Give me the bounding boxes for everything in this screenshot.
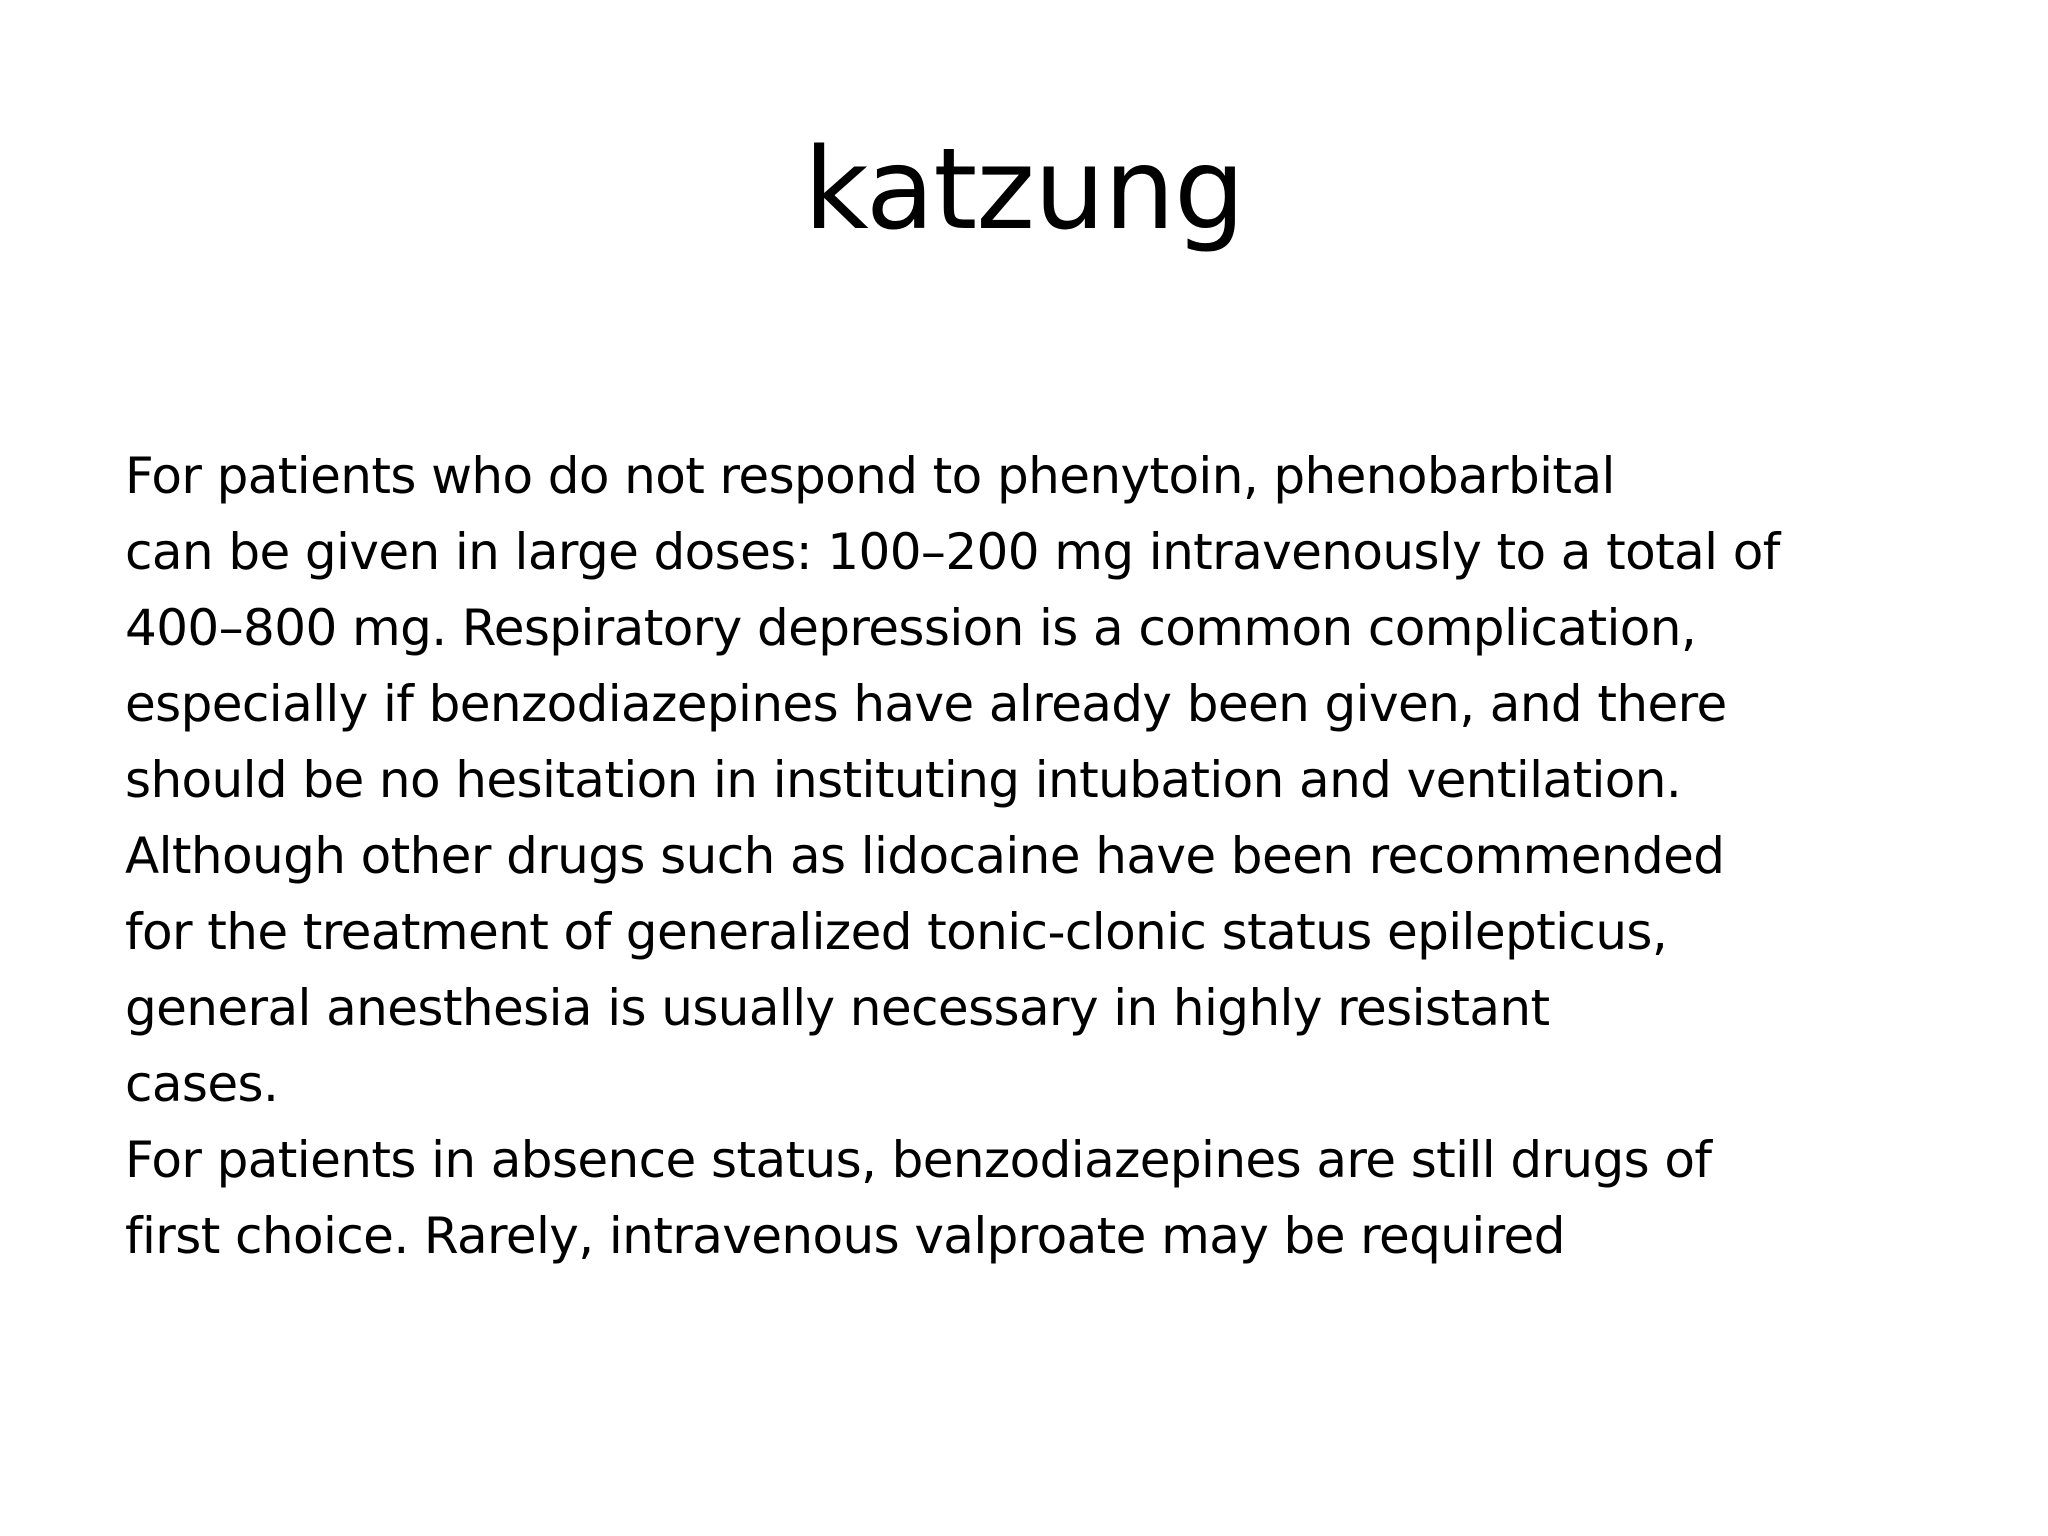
slide-title: katzung bbox=[803, 125, 1245, 255]
body-line-2: can be given in large doses: 100–200 mg intravenously to a total of bbox=[125, 523, 1780, 581]
body-line-9: cases. bbox=[125, 1055, 279, 1113]
slide-body bbox=[125, 438, 2005, 1274]
body-line-10: For patients in absence status, benzodiazepines are still drugs of bbox=[125, 1131, 1712, 1189]
body-line-3: 400–800 mg. Respiratory depression is a common complication, bbox=[125, 599, 1697, 657]
body-line-11: first choice. Rarely, intravenous valproate may be required bbox=[125, 1207, 1565, 1265]
body-line-6: Although other drugs such as lidocaine have been recommended bbox=[125, 827, 1725, 885]
body-line-5: should be no hesitation in instituting intubation and ventilation. bbox=[125, 751, 1682, 809]
body-line-8: general anesthesia is usually necessary in highly resistant bbox=[125, 979, 1550, 1037]
body-line-4: especially if benzodiazepines have already been given, and there bbox=[125, 675, 1727, 733]
body-line-1: For patients who do not respond to phenytoin, phenobarbital bbox=[125, 447, 1615, 505]
body-line-7: for the treatment of generalized tonic-clonic status epilepticus, bbox=[125, 903, 1668, 961]
